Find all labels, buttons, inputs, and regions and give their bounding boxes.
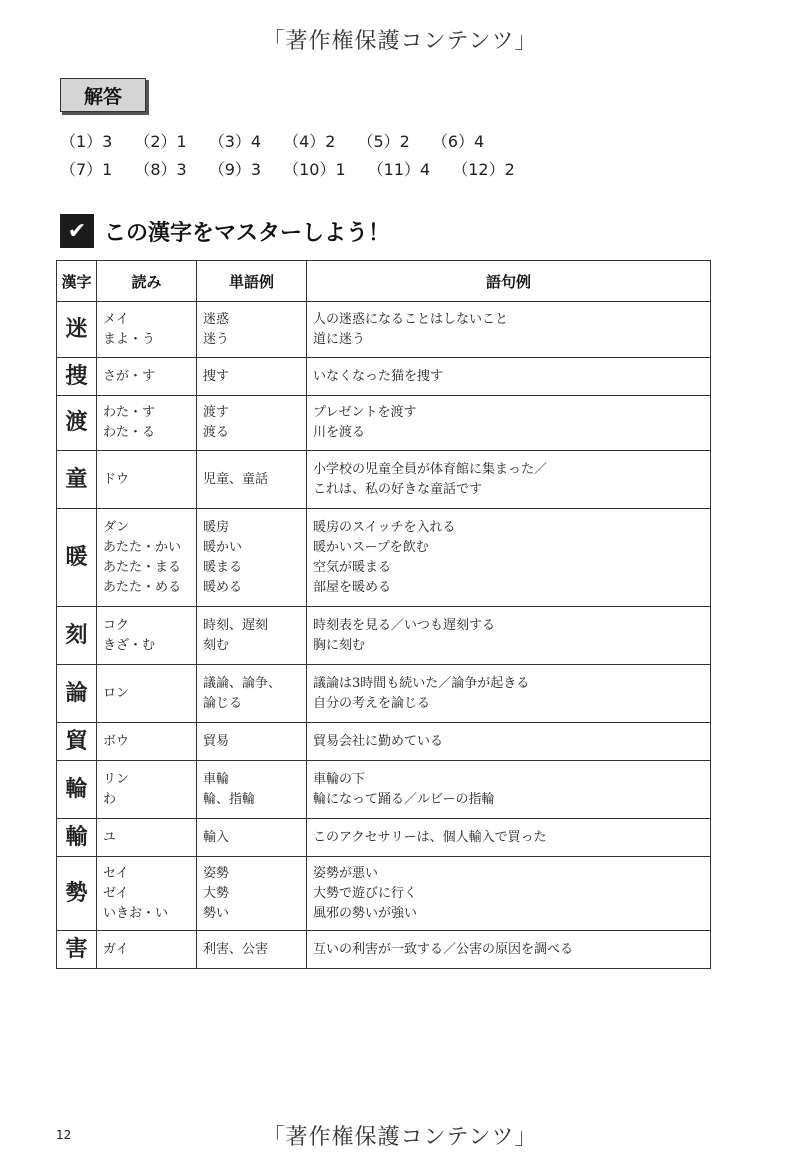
phrase-example-cell xyxy=(307,509,711,607)
phrase-example-cell xyxy=(307,931,711,969)
kanji-cell: 渡 xyxy=(57,396,97,451)
answer-item: （10）1 xyxy=(283,159,346,179)
reading-line: わ xyxy=(103,791,117,807)
word-example-line: 輪、指輪 xyxy=(203,791,256,807)
reading-line: あたた・かい xyxy=(103,539,182,555)
reading-line: メイ xyxy=(103,311,129,327)
phrase-example-line: いなくなった猫を捜す xyxy=(313,368,444,384)
page-number: 12 xyxy=(56,1128,72,1142)
reading-line: コク xyxy=(103,617,130,633)
answers-label: 解答 xyxy=(60,78,146,112)
kanji-cell: 迷 xyxy=(57,302,97,358)
kanji-cell: 童 xyxy=(57,451,97,509)
phrase-example-cell xyxy=(307,607,711,665)
answer-item: （5）2 xyxy=(357,131,410,151)
table-header-row xyxy=(57,261,711,302)
answer-item: （7）1 xyxy=(60,159,113,179)
reading-cell xyxy=(97,665,197,723)
table-body xyxy=(57,302,711,969)
phrase-example-cell xyxy=(307,819,711,857)
word-example-cell xyxy=(197,723,307,761)
reading-line: わた・る xyxy=(103,425,156,440)
word-example-line: 車輪 xyxy=(203,771,230,787)
reading-line: ガイ xyxy=(103,941,129,957)
reading-cell xyxy=(97,857,197,931)
header-word-examples: 単語例 xyxy=(197,261,307,302)
reading-line: ゼイ xyxy=(103,885,129,901)
kanji-cell: 捜 xyxy=(57,358,97,396)
word-example-cell xyxy=(197,358,307,396)
kanji-cell: 輸 xyxy=(57,819,97,857)
answer-item: （2）1 xyxy=(134,131,187,151)
word-example-cell xyxy=(197,665,307,723)
word-example-line: 輸入 xyxy=(203,829,230,845)
word-example-cell xyxy=(197,931,307,969)
reading-line: ボウ xyxy=(103,733,130,749)
phrase-example-line: 時刻表を見る／いつも遅刻する xyxy=(313,617,496,633)
table-row xyxy=(57,819,711,857)
reading-line: あたた・める xyxy=(103,579,182,595)
word-example-line: 渡る xyxy=(203,425,230,440)
answers-row-1 xyxy=(60,126,537,154)
table-row xyxy=(57,857,711,931)
phrase-example-line: 大勢で遊びに行く xyxy=(313,885,418,901)
reading-line: あたた・まる xyxy=(103,559,182,575)
word-example-line: 児童、童話 xyxy=(203,471,269,487)
phrase-example-line: 議論は3時間も続いた／論争が起きる xyxy=(313,675,530,691)
copyright-watermark-top: 「著作権保護コンテンツ」 xyxy=(262,29,538,54)
reading-cell xyxy=(97,396,197,451)
table-row xyxy=(57,451,711,509)
word-example-line: 暖まる xyxy=(203,559,243,575)
answers-row-2 xyxy=(60,154,537,182)
phrase-example-line: これは、私の好きな童話です xyxy=(313,481,483,497)
header-reading: 読み xyxy=(97,261,197,302)
word-example-line: 刻む xyxy=(203,637,230,653)
word-example-line: 時刻、遅刻 xyxy=(203,617,269,633)
table-row xyxy=(57,665,711,723)
phrase-example-line: 自分の考えを論じる xyxy=(313,695,431,711)
answer-item: （4）2 xyxy=(283,131,336,151)
word-example-cell xyxy=(197,819,307,857)
word-example-line: 姿勢 xyxy=(203,865,230,881)
table-row xyxy=(57,358,711,396)
word-example-cell xyxy=(197,607,307,665)
word-example-line: 勢い xyxy=(203,905,230,921)
phrase-example-line: 小学校の児童全員が体育館に集まった／ xyxy=(313,461,548,477)
phrase-example-cell xyxy=(307,302,711,358)
reading-cell xyxy=(97,607,197,665)
phrase-example-cell xyxy=(307,358,711,396)
table-row xyxy=(57,723,711,761)
phrase-example-line: 姿勢が悪い xyxy=(313,865,379,881)
reading-line: リン xyxy=(103,771,130,787)
phrase-example-line: 空気が暖まる xyxy=(313,559,392,575)
answers-list xyxy=(60,126,537,182)
phrase-example-line: 暖房のスイッチを入れる xyxy=(313,519,456,535)
section-header xyxy=(60,214,390,248)
kanji-cell: 勢 xyxy=(57,857,97,931)
checkmark-icon: ✔ xyxy=(60,214,94,248)
word-example-cell xyxy=(197,761,307,819)
word-example-line: 暖める xyxy=(203,579,243,595)
reading-line: ダン xyxy=(103,519,130,535)
word-example-line: 渡す xyxy=(203,405,230,420)
phrase-example-line: 川を渡る xyxy=(313,425,366,440)
table-row xyxy=(57,302,711,358)
reading-cell xyxy=(97,302,197,358)
word-example-cell xyxy=(197,509,307,607)
reading-cell xyxy=(97,931,197,969)
answer-item: （12）2 xyxy=(452,159,515,179)
phrase-example-line: このアクセサリーは、個人輸入で買った xyxy=(313,829,547,845)
reading-line: セイ xyxy=(103,865,129,881)
kanji-table xyxy=(56,260,711,969)
phrase-example-line: 輪になって踊る／ルビーの指輪 xyxy=(313,791,495,807)
reading-line: いきお・い xyxy=(103,905,169,921)
phrase-example-cell xyxy=(307,665,711,723)
table-row xyxy=(57,761,711,819)
phrase-example-line: 部屋を暖める xyxy=(313,579,392,595)
kanji-cell: 論 xyxy=(57,665,97,723)
reading-line: わた・す xyxy=(103,405,156,420)
phrase-example-line: 道に迷う xyxy=(313,331,366,347)
table-row xyxy=(57,509,711,607)
phrase-example-line: 暖かいスープを飲む xyxy=(313,539,429,555)
answer-item: （11）4 xyxy=(367,159,431,179)
word-example-line: 迷惑 xyxy=(203,311,230,327)
header-kanji: 漢字 xyxy=(57,261,97,302)
phrase-example-cell xyxy=(307,761,711,819)
reading-cell xyxy=(97,358,197,396)
word-example-cell xyxy=(197,857,307,931)
reading-cell xyxy=(97,819,197,857)
phrase-example-cell xyxy=(307,396,711,451)
phrase-example-line: プレゼントを渡す xyxy=(313,405,417,420)
word-example-line: 捜す xyxy=(203,368,230,384)
reading-line: まよ・う xyxy=(103,331,156,347)
word-example-line: 論じる xyxy=(203,695,243,711)
phrase-example-line: 胸に刻む xyxy=(313,637,366,653)
kanji-cell: 暖 xyxy=(57,509,97,607)
reading-line: さが・す xyxy=(103,368,156,384)
word-example-line: 暖かい xyxy=(203,539,243,555)
word-example-line: 大勢 xyxy=(203,885,230,901)
word-example-line: 議論、論争、 xyxy=(203,675,282,691)
phrase-example-cell xyxy=(307,451,711,509)
phrase-example-cell xyxy=(307,723,711,761)
phrase-example-line: 車輪の下 xyxy=(313,771,366,787)
section-title: この漢字をマスターしよう！ xyxy=(104,220,391,246)
phrase-example-cell xyxy=(307,857,711,931)
table-row xyxy=(57,396,711,451)
kanji-cell: 輪 xyxy=(57,761,97,819)
answer-item: （6）4 xyxy=(431,131,485,151)
reading-cell xyxy=(97,509,197,607)
phrase-example-line: 人の迷惑になることはしないこと xyxy=(313,311,509,327)
kanji-cell: 貿 xyxy=(57,723,97,761)
kanji-cell: 害 xyxy=(57,931,97,969)
reading-cell xyxy=(97,451,197,509)
word-example-cell xyxy=(197,451,307,509)
word-example-line: 貿易 xyxy=(203,733,230,749)
answer-item: （1）3 xyxy=(60,131,113,151)
phrase-example-line: 互いの利害が一致する／公害の原因を調べる xyxy=(313,941,574,957)
kanji-cell: 刻 xyxy=(57,607,97,665)
word-example-cell xyxy=(197,396,307,451)
copyright-watermark-bottom: 「著作権保護コンテンツ」 xyxy=(262,1125,538,1150)
answer-item: （9）3 xyxy=(208,159,262,179)
answer-item: （3）4 xyxy=(208,131,262,151)
reading-line: ロン xyxy=(103,685,130,701)
word-example-line: 暖房 xyxy=(203,519,230,535)
word-example-cell xyxy=(197,302,307,358)
reading-line: ユ xyxy=(103,829,117,845)
word-example-line: 迷う xyxy=(203,331,230,347)
header-phrase-examples: 語句例 xyxy=(307,261,711,302)
reading-line: きざ・む xyxy=(103,637,156,653)
reading-line: ドウ xyxy=(103,471,130,487)
table-row xyxy=(57,931,711,969)
answer-item: （8）3 xyxy=(134,159,187,179)
word-example-line: 利害、公害 xyxy=(203,941,269,957)
reading-cell xyxy=(97,761,197,819)
table-row xyxy=(57,607,711,665)
reading-cell xyxy=(97,723,197,761)
phrase-example-line: 貿易会社に勤めている xyxy=(313,733,444,749)
phrase-example-line: 風邪の勢いが強い xyxy=(313,905,418,921)
